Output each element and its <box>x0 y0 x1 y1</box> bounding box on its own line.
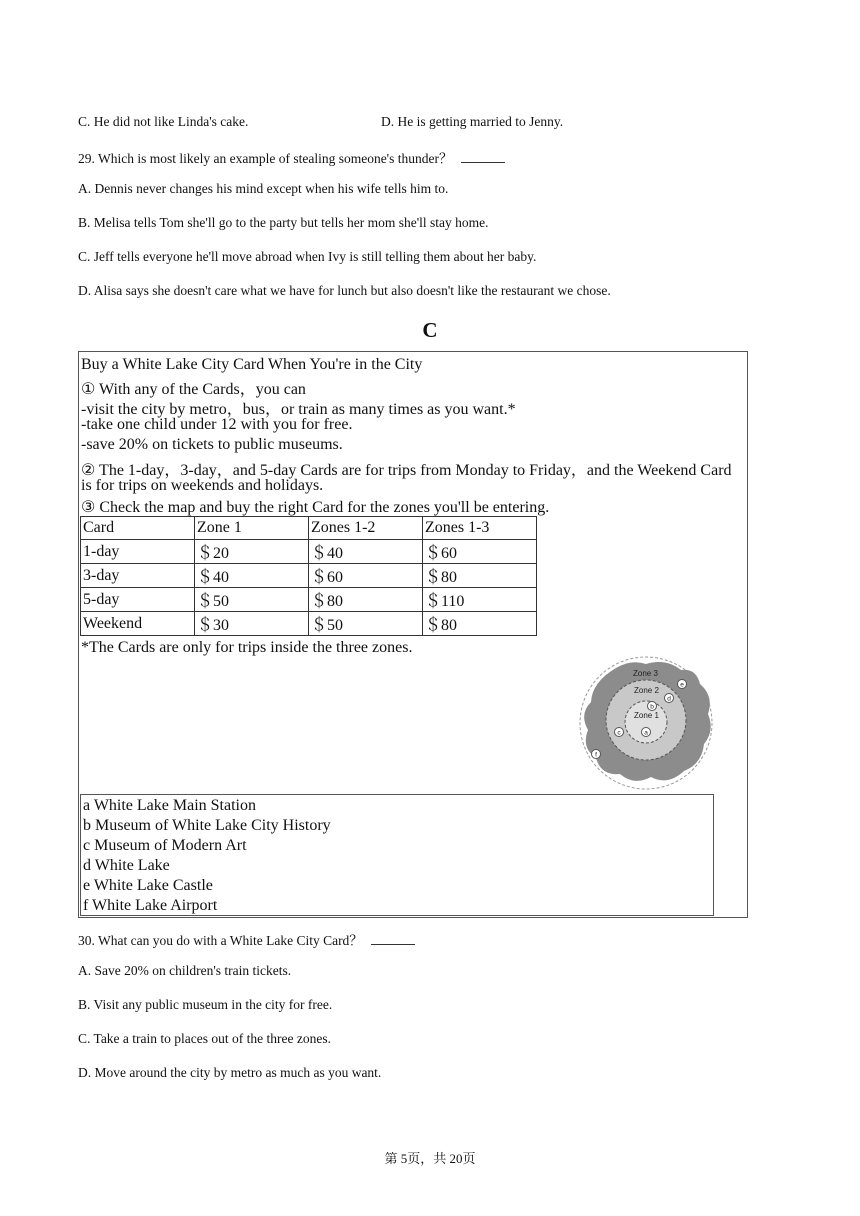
table-cell: 1-day <box>81 540 195 564</box>
table-cell: ＄80 <box>423 564 537 588</box>
marker-a-label: a <box>644 729 648 737</box>
passage-point-1: ① With any of the Cards，you can <box>81 381 306 398</box>
table-cell: 5-day <box>81 588 195 612</box>
q29-stem-text: 29. Which is most likely an example of stealing someone's thunder？ <box>78 151 453 166</box>
table-cell: ＄80 <box>309 588 423 612</box>
table-cell: ＄110 <box>423 588 537 612</box>
q30-option-d: D. Move around the city by metro as much as you want. <box>78 1065 382 1080</box>
passage-point-2-cont: is for trips on weekends and holidays. <box>81 477 324 494</box>
table-cell: ＄60 <box>309 564 423 588</box>
q29-stem <box>78 147 505 167</box>
card-price-table <box>80 516 537 636</box>
table-header-row <box>81 517 537 540</box>
q30-stem-text: 30. What can you do with a White Lake City Card？ <box>78 933 363 948</box>
page-footer: 第 5页，共 20页 <box>384 1151 476 1166</box>
table-header-cell: Zones 1-3 <box>423 517 537 540</box>
q30-stem <box>78 929 415 949</box>
zone-2-label: Zone 2 <box>634 686 659 695</box>
table-cell: ＄30 <box>195 612 309 636</box>
passage-point-3: ③ Check the map and buy the right Card for the zones you'll be entering. <box>81 499 550 516</box>
table-cell: ＄80 <box>423 612 537 636</box>
table-cell: ＄60 <box>423 540 537 564</box>
table-row <box>81 564 537 588</box>
passage-point-2: ② The 1-day，3-day，and 5-day Cards are for trips from Monday to Friday，and the Weekend Card <box>81 462 732 479</box>
marker-e-label: e <box>680 681 684 689</box>
passage-bullet-1: -visit the city by metro，bus，or train as many times as you want.* <box>81 401 516 418</box>
q30-option-b: B. Visit any public museum in the city for free. <box>78 997 333 1012</box>
table-cell: ＄20 <box>195 540 309 564</box>
q28-option-d: D. He is getting married to Jenny. <box>381 114 564 129</box>
table-row <box>81 540 537 564</box>
map-legend <box>80 794 714 916</box>
answer-blank <box>461 152 505 163</box>
table-header-cell: Zones 1-2 <box>309 517 423 540</box>
q28-option-c: C. He did not like Linda's cake. <box>78 114 249 129</box>
passage-box <box>78 351 748 918</box>
q30-option-a: A. Save 20% on children's train tickets. <box>78 963 292 978</box>
marker-d-label: d <box>667 695 671 703</box>
zone-map <box>576 656 716 792</box>
passage-note: *The Cards are only for trips inside the three zones. <box>81 639 413 656</box>
zone-3-label: Zone 3 <box>633 669 658 678</box>
table-header-cell: Card <box>81 517 195 540</box>
legend-item: b Museum of White Lake City History <box>83 817 331 834</box>
q30-option-c: C. Take a train to places out of the three zones. <box>78 1031 331 1046</box>
q29-option-a: A. Dennis never changes his mind except when his wife tells him to. <box>78 181 449 196</box>
table-cell: ＄50 <box>309 612 423 636</box>
legend-item: e White Lake Castle <box>83 877 213 894</box>
table-cell: ＄40 <box>195 564 309 588</box>
marker-f-label: f <box>595 751 597 759</box>
legend-item: f White Lake Airport <box>83 897 218 914</box>
legend-item: a White Lake Main Station <box>83 797 256 814</box>
answer-blank <box>371 934 415 945</box>
q29-option-c: C. Jeff tells everyone he'll move abroad when Ivy is still telling them about her baby. <box>78 249 537 264</box>
passage-bullet-2: -take one child under 12 with you for free. <box>81 416 353 433</box>
table-cell: ＄40 <box>309 540 423 564</box>
table-header-cell: Zone 1 <box>195 517 309 540</box>
table-cell: ＄50 <box>195 588 309 612</box>
zone-1-label: Zone 1 <box>634 711 659 720</box>
section-heading: C <box>422 318 438 342</box>
passage-title: Buy a White Lake City Card When You're in the City <box>81 356 423 373</box>
table-row <box>81 588 537 612</box>
q29-option-b: B. Melisa tells Tom she'll go to the party but tells her mom she'll stay home. <box>78 215 489 230</box>
table-cell: Weekend <box>81 612 195 636</box>
legend-item: c Museum of Modern Art <box>83 837 247 854</box>
table-cell: 3-day <box>81 564 195 588</box>
marker-c-label: c <box>617 729 621 737</box>
marker-b-label: b <box>650 703 654 711</box>
table-row <box>81 612 537 636</box>
legend-item: d White Lake <box>83 857 170 874</box>
passage-bullet-3: -save 20% on tickets to public museums. <box>81 436 343 453</box>
q29-option-d: D. Alisa says she doesn't care what we have for lunch but also doesn't like the restaurant we chose. <box>78 283 611 298</box>
